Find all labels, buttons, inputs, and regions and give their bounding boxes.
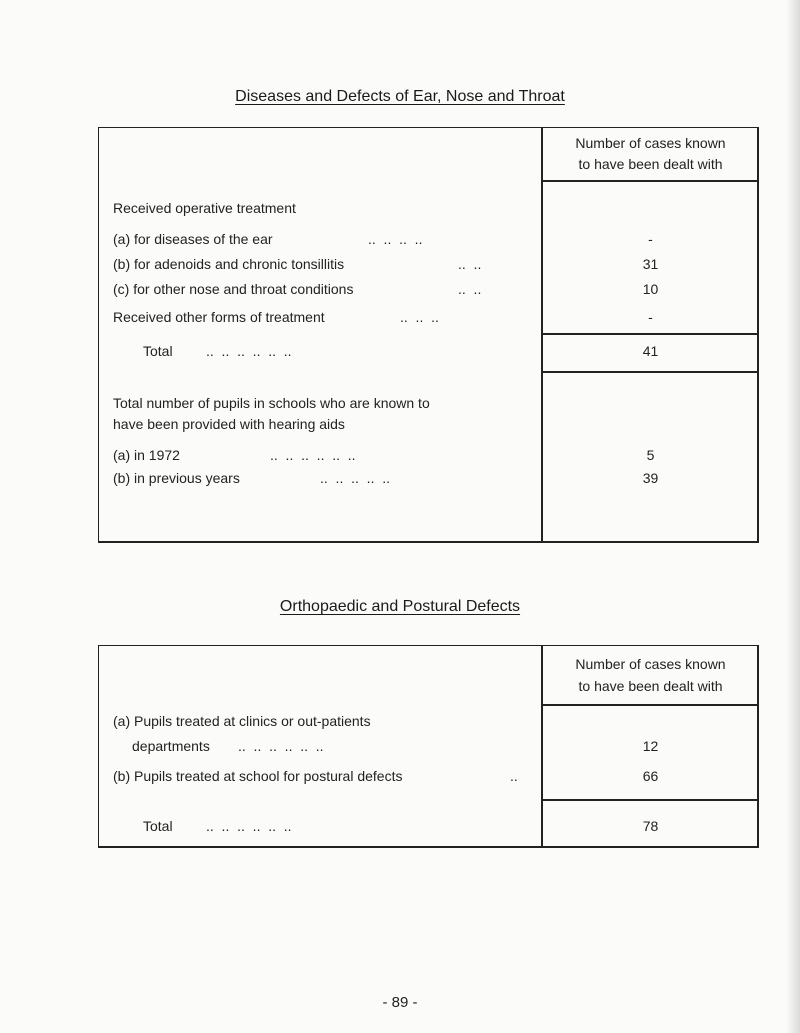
table1-row-label: Received operative treatment [113, 200, 296, 216]
table2-row-value: 66 [642, 768, 659, 784]
table2-header-line2: to have been dealt with [578, 678, 723, 694]
leader-dots: .. .. .. .. .. .. [206, 818, 292, 834]
table1-total-label: Total [143, 343, 173, 359]
table1-row-label: (b) in previous years [113, 470, 240, 486]
table1-header-line1: Number of cases known [575, 135, 726, 151]
page-edge-shadow [786, 0, 800, 1033]
table1-row-value: 31 [642, 256, 659, 272]
page-number: - 89 - [382, 994, 418, 1011]
section1-title: Diseases and Defects of Ear, Nose and Throat [235, 88, 565, 105]
table1-row-label: Total number of pupils in schools who are known to [113, 395, 430, 411]
table1-row-label: (a) in 1972 [113, 447, 180, 463]
table2-header-line1: Number of cases known [575, 656, 726, 672]
table2-top-border [98, 645, 759, 646]
table1-row-value: - [648, 309, 653, 325]
leader-dots: .. .. [458, 281, 482, 297]
table1-bottom-border [98, 541, 759, 543]
leader-dots: .. .. .. .. [368, 231, 423, 247]
table2-row-label: (b) Pupils treated at school for postural defects [113, 768, 403, 784]
table1-total-rule-top [541, 333, 758, 335]
leader-dots: .. .. [458, 256, 482, 272]
table2-bottom-border [98, 846, 759, 848]
table1-row-label: (a) for diseases of the ear [113, 231, 273, 247]
leader-dots: .. [510, 768, 518, 784]
table1-row-label: (b) for adenoids and chronic tonsillitis [113, 256, 345, 272]
table1-row-value: - [648, 231, 653, 247]
table1-row-value: 5 [646, 447, 655, 463]
table2-row-label: departments [132, 738, 210, 754]
table1-row-label: (c) for other nose and throat conditions [113, 281, 354, 297]
table1-total-rule-bottom [541, 371, 758, 373]
table2-total-value: 78 [642, 818, 659, 834]
table2-left-border [98, 645, 99, 848]
table1-top-border [98, 127, 757, 128]
leader-dots: .. .. .. .. .. [320, 470, 391, 486]
table1-row-value: 39 [642, 470, 659, 486]
table2-total-rule [541, 799, 758, 801]
table1-header-line2: to have been dealt with [578, 156, 723, 172]
leader-dots: .. .. .. .. .. .. [206, 343, 292, 359]
leader-dots: .. .. .. .. .. .. [270, 447, 356, 463]
table1-total-value: 41 [642, 343, 659, 359]
table2-header-rule [541, 704, 758, 706]
leader-dots: .. .. .. .. .. .. [238, 738, 324, 754]
table1-row-label: have been provided with hearing aids [113, 416, 345, 432]
table2-total-label: Total [143, 818, 173, 834]
leader-dots: .. .. .. [400, 309, 439, 325]
section2-title: Orthopaedic and Postural Defects [279, 598, 521, 615]
table1-row-label: Received other forms of treatment [113, 309, 325, 325]
table1-row-value: 10 [642, 281, 659, 297]
table2-row-label: (a) Pupils treated at clinics or out-patients [113, 713, 371, 729]
table1-header-rule [541, 180, 758, 182]
table1-left-border [98, 127, 99, 542]
table2-row-value: 12 [642, 738, 659, 754]
